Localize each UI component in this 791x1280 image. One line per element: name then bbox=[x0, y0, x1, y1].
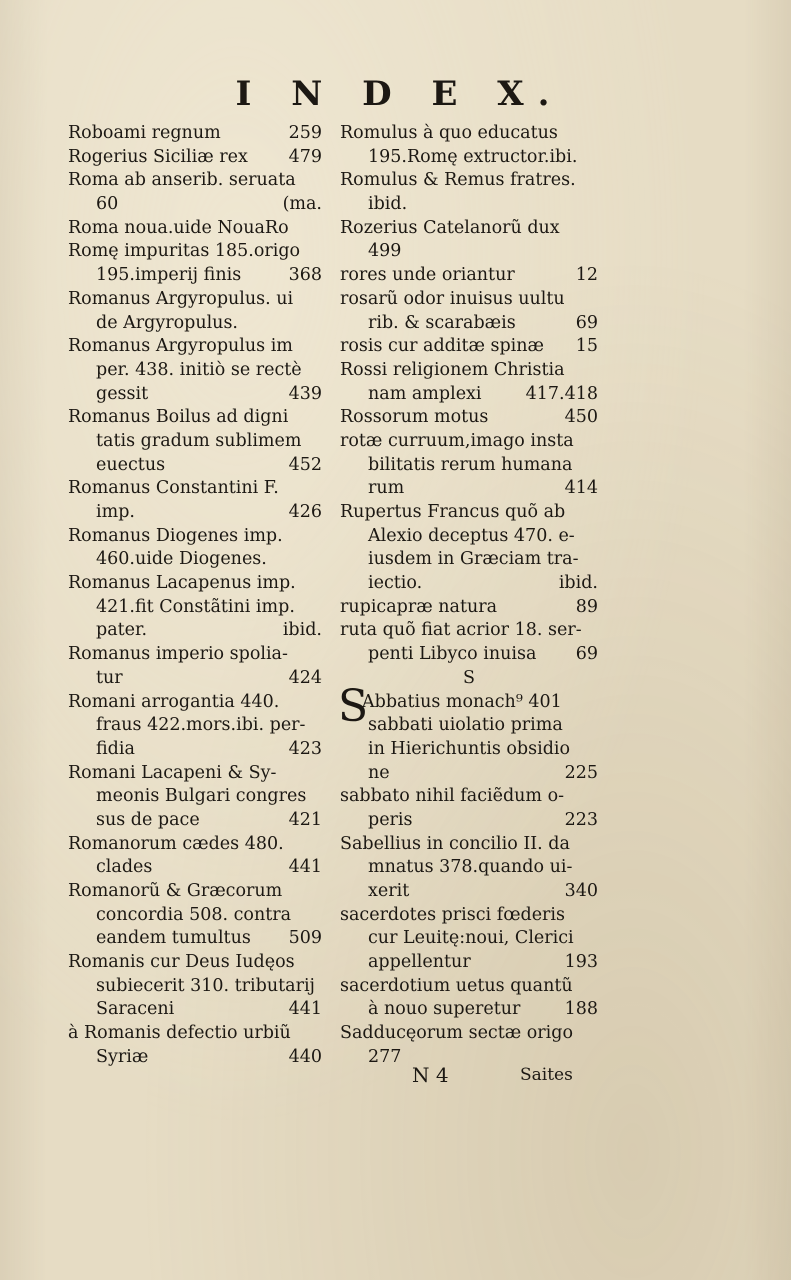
section-letter bbox=[340, 667, 598, 691]
catchword: Saites bbox=[520, 1065, 573, 1085]
index-page-number: 259 bbox=[288, 123, 322, 143]
index-column-right bbox=[340, 122, 598, 1070]
index-page-number: 193 bbox=[564, 952, 598, 973]
index-entry-line bbox=[340, 927, 598, 951]
index-entry-text: clades bbox=[96, 857, 153, 878]
index-entry-text: xerit bbox=[368, 881, 410, 901]
index-entry-text: 499 bbox=[368, 241, 402, 262]
index-entry-line bbox=[340, 998, 598, 1022]
index-entry-text: Romanus Diogenes imp. bbox=[68, 525, 283, 546]
index-entry-line bbox=[340, 406, 598, 430]
index-entry-text: sabbati uiolatio prima bbox=[368, 715, 563, 736]
index-entry-text: de Argyropulus. bbox=[96, 312, 238, 333]
index-entry-line bbox=[68, 809, 322, 833]
index-entry-text: ruta quõ fiat acrior 18. ser- bbox=[340, 620, 582, 641]
index-entry-text: Romanus Constantini F. bbox=[68, 478, 279, 499]
index-entry-line bbox=[340, 122, 598, 146]
index-entry-text: rupicapræ natura bbox=[340, 596, 498, 617]
index-entry-line bbox=[340, 643, 598, 667]
index-entry-line bbox=[340, 477, 598, 501]
index-entry-line bbox=[68, 998, 322, 1022]
index-entry-line bbox=[68, 217, 322, 241]
index-entry-text: in Hierichuntis obsidio bbox=[368, 738, 571, 759]
index-entry-line bbox=[340, 785, 598, 809]
index-entry-text: fidia bbox=[96, 738, 135, 759]
index-entry-line bbox=[340, 951, 598, 975]
index-entry-text: sus de pace bbox=[96, 809, 200, 830]
index-entry-line bbox=[68, 880, 322, 904]
index-entry-line bbox=[68, 596, 322, 620]
index-entry-text: sacerdotes prisci fœderis bbox=[340, 904, 565, 925]
index-entry-text: penti Libyco inuisa bbox=[368, 644, 537, 665]
index-entry-line bbox=[340, 714, 598, 738]
index-page-number: 421 bbox=[288, 809, 322, 830]
index-entry-line bbox=[340, 383, 598, 407]
index-entry-text: Romani Lacapeni & Sy- bbox=[68, 762, 277, 783]
index-entry-line bbox=[340, 193, 598, 217]
index-entry-text: tur bbox=[96, 667, 123, 688]
index-entry-line bbox=[340, 525, 598, 549]
index-entry-line bbox=[68, 785, 322, 809]
index-entry-text: rum bbox=[368, 478, 405, 499]
index-entry-line bbox=[68, 643, 322, 667]
index-entry-line bbox=[340, 880, 598, 904]
index-entry-line bbox=[340, 217, 598, 241]
index-page-number: 188 bbox=[564, 999, 598, 1020]
index-page-number: ibid. bbox=[282, 620, 322, 641]
index-entry-line bbox=[68, 975, 322, 999]
index-entry-text: Rossorum motus bbox=[340, 407, 489, 428]
drop-cap-letter: S bbox=[338, 680, 369, 732]
index-entry-line bbox=[340, 169, 598, 193]
index-entry-line bbox=[68, 359, 322, 383]
index-entry-line bbox=[340, 856, 598, 880]
index-entry-line bbox=[68, 1022, 322, 1046]
index-entry-line bbox=[340, 975, 598, 999]
index-entry-text: eandem tumultus bbox=[96, 928, 251, 949]
index-entry-line bbox=[68, 122, 322, 146]
index-page-number: 89 bbox=[575, 596, 598, 617]
index-entry-text: Syriæ bbox=[96, 1046, 149, 1067]
index-page-number: 441 bbox=[288, 857, 322, 878]
index-entry-text: Romulus à quo educatus bbox=[340, 123, 558, 143]
index-entry-text: Rupertus Francus quõ ab bbox=[340, 502, 566, 522]
index-entry-text: Sadducęorum sectæ origo bbox=[340, 1023, 574, 1044]
index-page-number: 440 bbox=[288, 1046, 322, 1067]
index-entry-line bbox=[340, 454, 598, 478]
index-entry-text: Abbatius monach⁹ 401 bbox=[362, 691, 562, 712]
signature-mark: N 4 bbox=[412, 1063, 449, 1087]
index-page-number: 223 bbox=[564, 809, 598, 830]
index-page-number: 452 bbox=[288, 454, 322, 475]
index-entry-text: Alexio deceptus 470. e- bbox=[368, 525, 575, 546]
index-entry-text: iectio. bbox=[368, 573, 423, 594]
index-entry-text: sacerdotium uetus quantũ bbox=[340, 975, 573, 996]
index-page-number: 69 bbox=[575, 312, 598, 333]
index-entry-line bbox=[68, 927, 322, 951]
index-entry-line bbox=[68, 667, 322, 691]
index-entry-text: Romani arrogantia 440. bbox=[68, 691, 280, 712]
index-entry-text: Rossi religionem Christia bbox=[340, 359, 565, 380]
index-entry-line bbox=[68, 525, 322, 549]
index-entry-line bbox=[68, 856, 322, 880]
index-entry-line bbox=[340, 1022, 598, 1046]
index-entry-text: Romanus Boilus ad digni bbox=[68, 407, 289, 428]
index-entry-text: 460.uide Diogenes. bbox=[96, 549, 267, 570]
index-entry-text: 195.Romę extructor.ibi. bbox=[368, 146, 578, 167]
index-entry-text: Romanus Argyropulus. ui bbox=[68, 288, 294, 309]
index-entry-text: 60 bbox=[96, 194, 119, 215]
index-page-number: 15 bbox=[575, 336, 598, 357]
index-entry-line bbox=[340, 738, 598, 762]
index-entry-text: peris bbox=[368, 809, 413, 830]
index-entry-line bbox=[340, 240, 598, 264]
index-entry-line bbox=[340, 762, 598, 786]
index-entry-text: Roma noua.uide NouaRo bbox=[68, 217, 289, 238]
index-entry-text: Rozerius Catelanorũ dux bbox=[340, 217, 560, 238]
index-entry-text: per. 438. initiò se rectè bbox=[96, 359, 302, 380]
index-entry-line bbox=[340, 572, 598, 596]
index-entry-line bbox=[340, 501, 598, 525]
index-page-number: 417.418 bbox=[525, 383, 598, 404]
index-entry-line bbox=[68, 572, 322, 596]
index-entry-text: 421.fit Constãtini imp. bbox=[96, 596, 295, 617]
index-entry-line bbox=[68, 454, 322, 478]
index-entry-line bbox=[68, 288, 322, 312]
index-page-number: ibid. bbox=[558, 573, 598, 594]
index-entry-line bbox=[68, 477, 322, 501]
index-entry-text: pater. bbox=[96, 620, 148, 641]
index-entry-line bbox=[68, 619, 322, 643]
index-entry-line bbox=[340, 146, 598, 170]
index-entry-line bbox=[68, 738, 322, 762]
index-entry-line bbox=[340, 833, 598, 857]
index-entry-line bbox=[68, 335, 322, 359]
index-entry-text: Romę impuritas 185.origo bbox=[68, 241, 301, 262]
index-entry-text: concordia 508. contra bbox=[96, 904, 292, 925]
index-page-number: (ma. bbox=[282, 194, 322, 215]
index-entry-line bbox=[68, 548, 322, 572]
index-entry-line bbox=[340, 619, 598, 643]
index-entry-line bbox=[340, 312, 598, 336]
index-entry-text: à Romanis defectio urbiũ bbox=[68, 1023, 291, 1044]
index-entry-line bbox=[68, 312, 322, 336]
page-title: I N D E X. bbox=[235, 74, 564, 114]
index-page-number: 423 bbox=[288, 738, 322, 759]
index-page-number: 340 bbox=[564, 881, 598, 901]
index-entry-text: 277 bbox=[368, 1046, 402, 1067]
index-page-number: 479 bbox=[288, 146, 322, 167]
index-entry-line bbox=[340, 264, 598, 288]
index-page-number: 439 bbox=[288, 383, 322, 404]
index-entry-line bbox=[68, 264, 322, 288]
index-entry-line bbox=[68, 951, 322, 975]
index-entry-text: Romanis cur Deus Iudęos bbox=[68, 952, 295, 973]
index-entry-text: rosis cur additæ spinæ bbox=[340, 336, 545, 357]
index-entry-text: Roma ab anserib. seruata bbox=[68, 170, 296, 191]
index-page-number: 450 bbox=[564, 407, 598, 428]
index-page-number: 69 bbox=[575, 644, 598, 665]
index-entry-text: tatis gradum sublimem bbox=[96, 430, 302, 451]
index-entry-text: appellentur bbox=[368, 952, 471, 973]
index-page-number: 509 bbox=[288, 928, 322, 949]
index-entry-line bbox=[340, 809, 598, 833]
index-entry-line bbox=[340, 904, 598, 928]
index-entry-text: bilitatis rerum humana bbox=[368, 454, 573, 475]
index-entry-text: iusdem in Græciam tra- bbox=[368, 549, 579, 570]
index-page-number: 424 bbox=[288, 667, 322, 688]
index-entry-line bbox=[68, 1046, 322, 1070]
index-entry-text: Romanus Argyropulus im bbox=[68, 336, 293, 357]
index-entry-text: Saraceni bbox=[96, 999, 175, 1020]
index-entry-text: rores unde oriantur bbox=[340, 265, 515, 286]
index-entry-text: Romanorum cædes 480. bbox=[68, 833, 284, 854]
index-entry-text: rotæ curruum,imago insta bbox=[340, 430, 574, 451]
index-entry-text: Romanus imperio spolia- bbox=[68, 644, 288, 665]
index-entry-text: à nouo superetur bbox=[368, 999, 521, 1020]
index-entry-line bbox=[68, 430, 322, 454]
index-entry-line bbox=[340, 335, 598, 359]
index-page-number: 368 bbox=[288, 265, 322, 286]
index-entry-text: ne bbox=[368, 762, 390, 783]
index-page-number: 414 bbox=[564, 478, 598, 499]
index-entry-line bbox=[68, 146, 322, 170]
index-entry-line bbox=[68, 501, 322, 525]
index-entry-line bbox=[340, 288, 598, 312]
index-entry-text: imp. bbox=[96, 502, 135, 522]
index-page-number: 12 bbox=[575, 265, 598, 286]
index-entry-text: nam amplexi bbox=[368, 383, 482, 404]
index-entry-line bbox=[68, 904, 322, 928]
index-entry-line bbox=[68, 383, 322, 407]
index-entry-line bbox=[68, 240, 322, 264]
index-entry-text: fraus 422.mors.ibi. per- bbox=[96, 715, 306, 736]
index-entry-text: meonis Bulgari congres bbox=[96, 786, 307, 807]
index-entry-text: Romanus Lacapenus imp. bbox=[68, 573, 296, 594]
index-entry-line bbox=[68, 833, 322, 857]
index-entry-text: rib. & scarabæis bbox=[368, 312, 516, 333]
index-entry-text: cur Leuitę:noui, Clerici bbox=[368, 928, 574, 949]
index-entry-text: Romulus & Remus fratres. bbox=[340, 170, 576, 191]
index-entry-text: 195.imperij finis bbox=[96, 265, 242, 286]
index-entry-line bbox=[340, 548, 598, 572]
index-entry-line bbox=[340, 596, 598, 620]
index-entry-text: mnatus 378.quando ui- bbox=[368, 857, 573, 878]
index-entry-line bbox=[340, 430, 598, 454]
index-page-number: 441 bbox=[288, 999, 322, 1020]
index-entry-text: rosarũ odor inuisus uultu bbox=[340, 288, 565, 309]
index-entry-text: Sabellius in concilio II. da bbox=[340, 833, 570, 854]
index-entry-line bbox=[68, 169, 322, 193]
index-entry-text: Rogerius Siciliæ rex bbox=[68, 146, 248, 167]
index-entry-text: euectus bbox=[96, 454, 166, 475]
index-entry-text: ibid. bbox=[368, 194, 408, 215]
index-entry-line bbox=[68, 691, 322, 715]
index-entry-text: Romanorũ & Græcorum bbox=[68, 881, 283, 901]
index-entry-line bbox=[68, 193, 322, 217]
index-column-left bbox=[68, 122, 322, 1070]
index-entry-text: Roboami regnum bbox=[68, 123, 221, 143]
index-entry-text: S bbox=[463, 667, 475, 688]
index-entry-text: gessit bbox=[96, 383, 149, 404]
index-entry-text: subiecerit 310. tributarij bbox=[96, 975, 315, 996]
index-entry-line bbox=[68, 762, 322, 786]
index-entry-line bbox=[68, 406, 322, 430]
index-entry-line bbox=[340, 359, 598, 383]
index-entry-text: sabbato nihil faciẽdum o- bbox=[340, 786, 565, 807]
index-page-number: 426 bbox=[288, 502, 322, 522]
index-page-number: 225 bbox=[564, 762, 598, 783]
index-entry-line bbox=[68, 714, 322, 738]
